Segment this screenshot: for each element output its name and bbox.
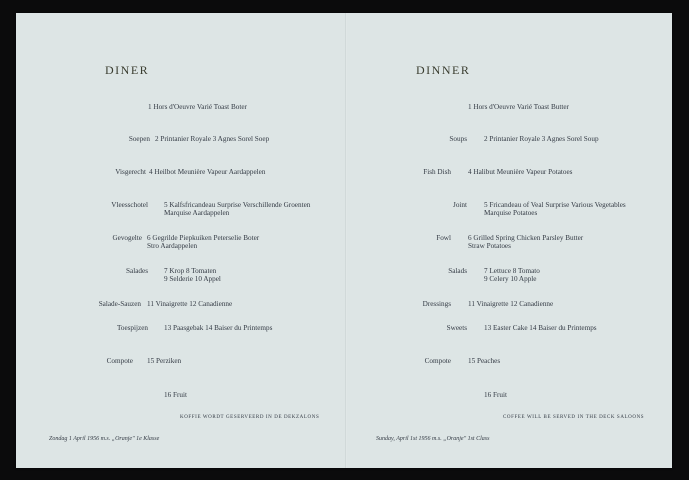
category-compote: Compote [106, 357, 133, 365]
menu-item-dressings: 11 Vinaigrette 12 Canadienne [147, 300, 233, 308]
category-fish: Visgerecht [115, 168, 146, 176]
menu-item-hors-doeuvre: 1 Hors d'Oeuvre Varié Toast Boter [148, 103, 247, 111]
category-sweets: Toespijzen [116, 324, 148, 332]
menu-item-soups: 2 Printanier Royale 3 Agnes Sorel Soup [484, 135, 599, 143]
menu-item-compote: 15 Peaches [468, 357, 501, 365]
menu-item-fruit: 16 Fruit [484, 391, 507, 399]
category-fowl: Fowl [436, 234, 451, 242]
page-title: DINER [105, 63, 150, 77]
menu-page-english [347, 13, 676, 468]
coffee-note: COFFEE WILL BE SERVED IN THE DECK SALOONS [503, 415, 645, 420]
menu-item-fish: 4 Halibut Meunière Vapeur Potatoes [468, 168, 573, 176]
menu-item-hors-doeuvre: 1 Hors d'Oeuvre Varié Toast Butter [468, 103, 569, 111]
menu-item-dressings: 11 Vinaigrette 12 Canadienne [468, 300, 554, 308]
category-fish: Fish Dish [423, 168, 451, 176]
menu-item-fowl-line2: Straw Potatoes [468, 242, 511, 250]
menu-sheet [16, 13, 672, 468]
category-salads: Salades [126, 267, 148, 275]
menu-item-salads-line1: 7 Krop 8 Tomaten [164, 267, 217, 275]
category-dressings: Salade-Sauzen [98, 300, 141, 308]
category-fowl: Gevogelte [112, 234, 142, 242]
menu-item-salads-line1: 7 Lettuce 8 Tomato [484, 267, 540, 275]
category-joint: Joint [453, 201, 467, 209]
menu-item-sweets: 13 Paasgebak 14 Baiser du Printemps [164, 324, 273, 332]
category-soups: Soepen [128, 135, 150, 143]
menu-item-salads-line2: 9 Selderie 10 Appel [164, 275, 221, 283]
menu-item-joint-line1: 5 Fricandeau of Veal Surprise Various Vegetables [484, 201, 626, 209]
category-dressings: Dressings [422, 300, 451, 308]
menu-item-fish: 4 Heilbot Meunière Vapeur Aardappelen [149, 168, 266, 176]
coffee-note: KOFFIE WORDT GESERVEERD IN DE DEKZALONS [180, 415, 320, 420]
menu-item-soups: 2 Printanier Royale 3 Agnes Sorel Soep [155, 135, 270, 143]
menu-page-dutch [16, 13, 345, 468]
page-footer: Zondag 1 April 1956 m.s. „Oranje" 1e Klasse [49, 436, 160, 442]
page-title: DINNER [416, 63, 471, 77]
menu-item-fowl-line2: Stro Aardappelen [147, 242, 198, 250]
menu-item-joint-line2: Marquise Potatoes [484, 209, 538, 217]
category-soups: Soups [449, 135, 467, 143]
menu-item-compote: 15 Perziken [147, 357, 182, 365]
menu-item-joint-line2: Marquise Aardappelen [164, 209, 230, 217]
category-compote: Compote [424, 357, 451, 365]
menu-item-salads-line2: 9 Celery 10 Apple [484, 275, 537, 283]
menu-item-fowl-line1: 6 Grilled Spring Chicken Parsley Butter [468, 234, 584, 242]
category-sweets: Sweets [446, 324, 467, 332]
menu-item-fowl-line1: 6 Gegrilde Piepkuiken Peterselie Boter [147, 234, 260, 242]
menu-item-fruit: 16 Fruit [164, 391, 187, 399]
menu-item-joint-line1: 5 Kalfsfricandeau Surprise Verschillende Groenten [164, 201, 311, 209]
category-salads: Salads [448, 267, 467, 275]
page-footer: Sunday, April 1st 1956 m.s. „Oranje" 1st Class [376, 436, 490, 442]
category-joint: Vleesschotel [111, 201, 148, 209]
menu-item-sweets: 13 Easter Cake 14 Baiser du Printemps [484, 324, 597, 332]
